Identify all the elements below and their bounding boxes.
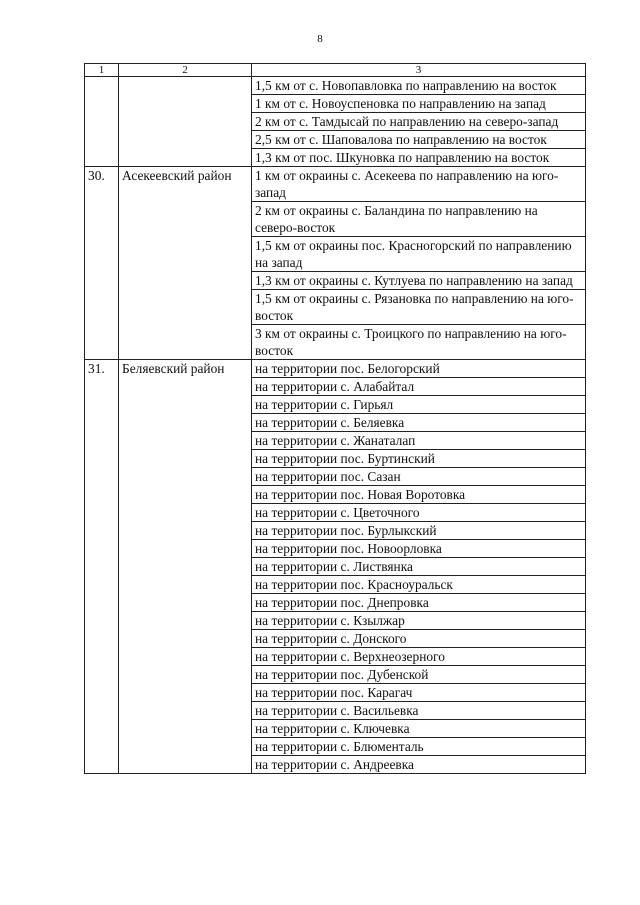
location-description: 1 км от с. Новоуспеновка по направлению на запад — [252, 95, 586, 113]
location-description: 1,3 км от окраины с. Кутлуева по направлению на запад — [252, 272, 586, 290]
district-number — [85, 77, 119, 167]
location-description: на территории пос. Карагач — [252, 684, 586, 702]
location-description: на территории с. Кзылжар — [252, 612, 586, 630]
district-name — [119, 77, 252, 167]
location-description: 3 км от окраины с. Троицкого по направлению на юго-восток — [252, 325, 586, 360]
location-description: на территории с. Беляевка — [252, 414, 586, 432]
column-header-district: 2 — [119, 64, 252, 77]
location-description: на территории пос. Сазан — [252, 468, 586, 486]
location-description: на территории пос. Новоорловка — [252, 540, 586, 558]
location-description: 1,3 км от пос. Шкуновка по направлению на восток — [252, 149, 586, 167]
location-description: 1,5 км от окраины с. Рязановка по направлению на юго-восток — [252, 290, 586, 325]
location-description: на территории пос. Белогорский — [252, 360, 586, 378]
district-name: Асекеевский район — [119, 167, 252, 360]
district-number: 30. — [85, 167, 119, 360]
location-description: 2 км от с. Тамдысай по направлению на северо-запад — [252, 113, 586, 131]
table-row — [85, 360, 586, 378]
location-description: на территории с. Гирьял — [252, 396, 586, 414]
location-description: на территории пос. Буртинский — [252, 450, 586, 468]
location-description: 2 км от окраины с. Баландина по направлению на северо-восток — [252, 202, 586, 237]
location-description: 2,5 км от с. Шаповалова по направлению на восток — [252, 131, 586, 149]
location-description: на территории с. Цветочного — [252, 504, 586, 522]
location-description: 1,5 км от окраины пос. Красногорский по направлению на запад — [252, 237, 586, 272]
location-description: на территории с. Донского — [252, 630, 586, 648]
location-description: на территории с. Ключевка — [252, 720, 586, 738]
column-header-location: 3 — [252, 64, 586, 77]
location-description: на территории с. Андреевка — [252, 756, 586, 774]
district-number: 31. — [85, 360, 119, 774]
table-row — [85, 167, 586, 202]
location-description: на территории с. Васильевка — [252, 702, 586, 720]
location-description: на территории пос. Красноуральск — [252, 576, 586, 594]
location-description: на территории с. Жанаталап — [252, 432, 586, 450]
location-description: на территории с. Листвянка — [252, 558, 586, 576]
column-header-number: 1 — [85, 64, 119, 77]
location-description: на территории пос. Дубенской — [252, 666, 586, 684]
page-number: 8 — [317, 33, 323, 45]
location-description: на территории с. Верхнеозерного — [252, 648, 586, 666]
location-description: 1,5 км от с. Новопавловка по направлению на восток — [252, 77, 586, 95]
table-row — [85, 77, 586, 95]
location-description: на территории пос. Новая Воротовка — [252, 486, 586, 504]
settlements-table — [84, 63, 586, 774]
district-name: Беляевский район — [119, 360, 252, 774]
location-description: на территории с. Алабайтал — [252, 378, 586, 396]
location-description: на территории пос. Бурлыкский — [252, 522, 586, 540]
table-header-row — [85, 64, 586, 77]
location-description: на территории пос. Днепровка — [252, 594, 586, 612]
location-description: на территории с. Блюменталь — [252, 738, 586, 756]
location-description: 1 км от окраины с. Асекеева по направлению на юго-запад — [252, 167, 586, 202]
